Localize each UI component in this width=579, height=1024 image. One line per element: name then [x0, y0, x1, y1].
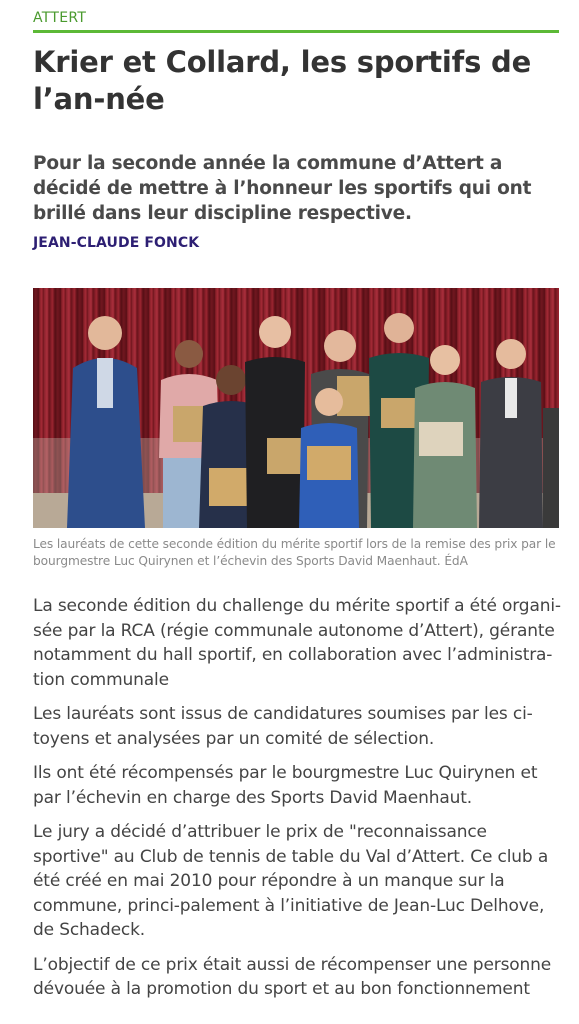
article-headline: Krier et Collard, les sportifs de l’an-née	[33, 45, 532, 116]
body-paragraph: L’objectif de ce prix était aussi de récompenser une personne dévouée à la promotion du sport et au bon fonctionnement	[33, 954, 552, 999]
photo-illustration	[33, 288, 559, 528]
body-paragraph: Les lauréats sont issus de candidatures soumises par les ci-toyens et analysées par un comité de sélection.	[33, 704, 533, 749]
article-lead: Pour la seconde année la commune d’Attert a décidé de mettre à l’honneur les sportifs qui ont brillé dans leur discipline respective.	[33, 153, 532, 224]
body-paragraph: Le jury a décidé d’attribuer le prix de "reconnaissance sportive" au Club de tennis de table du Val d’Attert. Ce club a été créé en mai 2010 pour répondre à un manque sur la commune, princi-palement à l’initiative de Jean-Luc Delhove, de Schadeck.	[33, 822, 549, 940]
body-paragraph: La seconde édition du challenge du mérite sportif a été organi-sée par la RCA (régie communale autonome d’Attert), gérante notamment du hall sportif, en collaboration avec l’administra-tion communale	[33, 596, 561, 690]
author-byline[interactable]: JEAN-CLAUDE FONCK	[33, 235, 200, 251]
article-photo[interactable]	[33, 288, 559, 528]
section-label[interactable]: ATTERT	[33, 10, 87, 26]
body-paragraph: Ils ont été récompensés par le bourgmestre Luc Quirynen et par l’échevin en charge des Sports David Maenhaut.	[33, 763, 538, 808]
article-body	[33, 594, 563, 1012]
section-divider	[33, 30, 559, 33]
photo-caption: Les lauréats de cette seconde édition du mérite sportif lors de la remise des prix par le bourgmestre Luc Quirynen et l’échevin des Sports David Maenhaut. ÉdA	[33, 537, 556, 568]
